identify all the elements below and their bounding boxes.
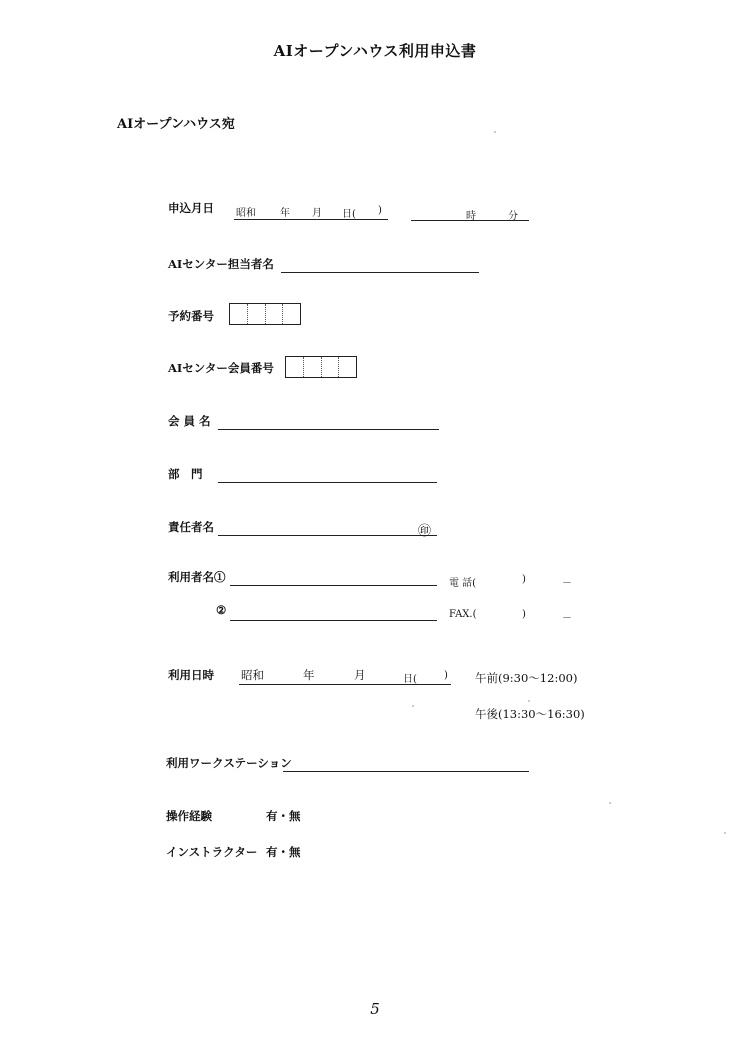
ai-center-staff-label: AIセンター担当者名: [168, 257, 274, 271]
application-minute-unit: 分: [508, 211, 518, 222]
workstation-label: 利用ワークステーション: [166, 756, 292, 770]
seal-mark: ㊞: [418, 524, 432, 539]
application-date-label: 申込月日: [168, 201, 214, 215]
scan-speck: [609, 802, 611, 804]
application-day-unit: 日(: [342, 209, 356, 220]
member-name-field[interactable]: [218, 429, 439, 430]
addressee: AIオープンハウス宛: [117, 117, 235, 132]
usage-date-field[interactable]: [239, 684, 451, 685]
usage-year-unit: 年: [303, 668, 315, 682]
user-name-2-field[interactable]: [230, 620, 437, 621]
form-title: AIオープンハウス利用申込書: [273, 42, 477, 60]
scan-speck: [412, 705, 414, 707]
usage-date-label: 利用日時: [168, 668, 214, 682]
application-era: 昭和: [236, 208, 256, 219]
fax-close: ): [522, 609, 526, 620]
user-name-1-field[interactable]: [230, 585, 437, 586]
phone-close: ): [522, 574, 526, 585]
ai-center-staff-field[interactable]: [281, 272, 479, 273]
experience-label: 操作経験: [166, 809, 212, 823]
department-field[interactable]: [218, 482, 437, 483]
user-name-label: 利用者名①: [168, 570, 226, 584]
application-date-field[interactable]: [234, 219, 388, 220]
usage-am-option[interactable]: 午前(9:30～12:00): [475, 671, 578, 685]
usage-month-unit: 月: [354, 668, 366, 682]
phone-label: 電 話(: [449, 578, 477, 589]
member-number-box[interactable]: [285, 356, 357, 378]
usage-day-unit: 日(: [403, 674, 417, 685]
application-day-close: ): [378, 205, 382, 216]
application-month-unit: 月: [312, 208, 322, 219]
member-name-label: 会 員 名: [168, 414, 211, 428]
application-time-field[interactable]: [411, 220, 529, 221]
scan-speck: [724, 832, 726, 834]
responsible-person-field[interactable]: [218, 535, 437, 536]
application-year-unit: 年: [280, 208, 290, 219]
scan-speck: [494, 131, 496, 133]
application-hour-unit: 時: [466, 211, 476, 222]
fax-label: FAX.(: [449, 609, 477, 620]
reservation-number-box[interactable]: [229, 303, 301, 325]
experience-options[interactable]: 有・無: [266, 809, 301, 823]
fax-dash: －: [562, 613, 572, 624]
instructor-options[interactable]: 有・無: [266, 845, 301, 859]
user-2-mark: ②: [216, 603, 227, 617]
page-number: 5: [370, 1000, 380, 1018]
scan-speck: [528, 700, 530, 702]
usage-era: 昭和: [241, 668, 264, 682]
instructor-label: インストラクター: [166, 845, 258, 859]
usage-day-close: ): [444, 670, 448, 681]
member-number-label: AIセンター会員番号: [168, 361, 274, 375]
responsible-person-label: 責任者名: [168, 520, 214, 534]
department-label: 部 門: [168, 467, 203, 481]
workstation-field[interactable]: [283, 771, 529, 772]
reservation-number-label: 予約番号: [168, 309, 214, 323]
usage-pm-option[interactable]: 午後(13:30～16:30): [475, 707, 585, 721]
phone-dash: －: [562, 578, 572, 589]
